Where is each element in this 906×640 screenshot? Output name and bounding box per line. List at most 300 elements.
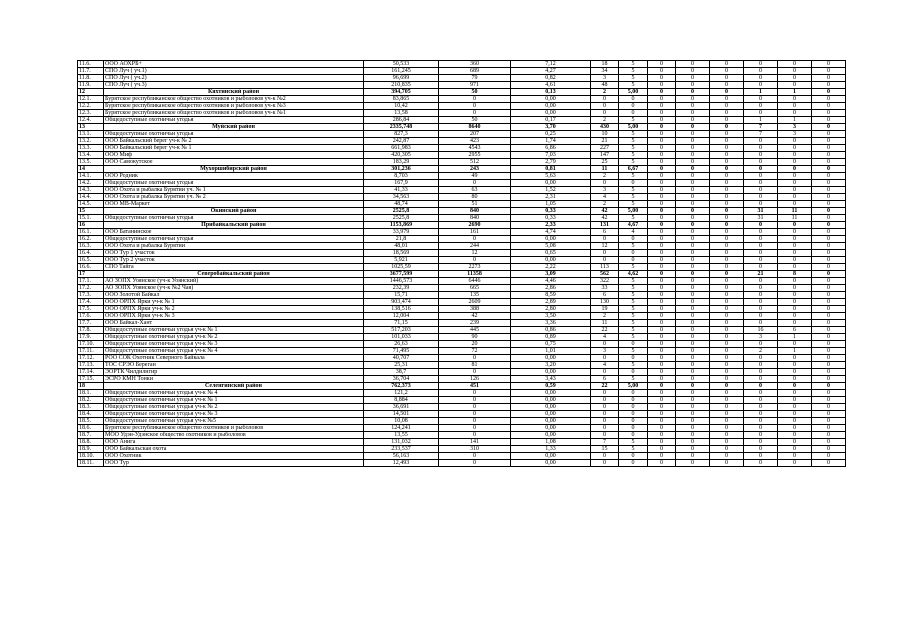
value-cell: 0 (676, 334, 710, 341)
value-cell: 0 (778, 61, 812, 68)
value-cell: 7,12 (511, 61, 591, 68)
value-cell: 0 (778, 201, 812, 208)
value-cell: 207 (439, 131, 511, 138)
name-cell: Общедоступные охотничьи угодья (104, 236, 364, 243)
value-cell: 0 (648, 187, 676, 194)
value-cell: 34 (591, 68, 619, 75)
row-number-cell: 17.12. (78, 355, 104, 362)
value-cell: 0,00 (511, 404, 591, 411)
value-cell: 50 (439, 89, 511, 96)
value-cell: 0 (812, 152, 846, 159)
value-cell: 0 (676, 306, 710, 313)
value-cell: 0 (710, 397, 744, 404)
value-cell: 0 (744, 446, 778, 453)
value-cell: 0 (619, 369, 648, 376)
value-cell: 0 (812, 138, 846, 145)
value-cell: 0,00 (511, 390, 591, 397)
value-cell: 121,2 (364, 390, 439, 397)
value-cell: 0 (812, 404, 846, 411)
row-number-cell: 18.6. (78, 425, 104, 432)
value-cell: 0,75 (511, 341, 591, 348)
value-cell: 5 (619, 152, 648, 159)
value-cell: 18,569 (364, 250, 439, 257)
value-cell: 0 (648, 208, 676, 215)
value-cell: 5 (619, 159, 648, 166)
value-cell: 0 (676, 285, 710, 292)
name-cell: ООО Самокутское (104, 159, 364, 166)
value-cell: 0 (812, 369, 846, 376)
name-cell: Общедоступные охотничьи угодья (104, 215, 364, 222)
value-cell: 0 (710, 390, 744, 397)
value-cell: 42 (439, 313, 511, 320)
value-cell: 4 (619, 229, 648, 236)
value-cell: 0 (676, 411, 710, 418)
value-cell: 0 (676, 173, 710, 180)
value-cell: 0 (710, 82, 744, 89)
value-cell: 0 (744, 236, 778, 243)
value-cell: 0 (676, 376, 710, 383)
district-total-row (78, 208, 846, 215)
value-cell: 286,84 (364, 117, 439, 124)
table-body (78, 61, 846, 467)
value-cell: 0 (778, 285, 812, 292)
value-cell: 0 (812, 103, 846, 110)
value-cell: 22 (591, 383, 619, 390)
value-cell: 0 (710, 285, 744, 292)
value-cell: 0 (812, 271, 846, 278)
name-cell: ООО Охотник (104, 453, 364, 460)
value-cell: 5 (619, 82, 648, 89)
name-cell: Общедоступные охотничьи угодья (104, 117, 364, 124)
value-cell: 3 (591, 187, 619, 194)
value-cell: 1446,573 (364, 278, 439, 285)
value-cell: 0 (676, 383, 710, 390)
value-cell: 0 (710, 320, 744, 327)
name-cell: ООО ОРПХ Ярки уч-к № 3 (104, 313, 364, 320)
value-cell: 0 (778, 82, 812, 89)
value-cell: 0 (710, 131, 744, 138)
value-cell: 0 (710, 68, 744, 75)
row-number-cell: 12.1. (78, 96, 104, 103)
value-cell: 0,59 (511, 383, 591, 390)
value-cell: 394,705 (364, 89, 439, 96)
value-cell: 0,33 (511, 215, 591, 222)
value-cell: 5 (619, 117, 648, 124)
value-cell: 0 (778, 390, 812, 397)
value-cell: 517,203 (364, 327, 439, 334)
value-cell: 0 (744, 285, 778, 292)
value-cell: 0 (676, 460, 710, 467)
value-cell: 34,563 (364, 194, 439, 201)
value-cell: 15 (591, 446, 619, 453)
value-cell: 1025,59 (364, 264, 439, 271)
value-cell: 0 (710, 124, 744, 131)
table-row (78, 355, 846, 362)
value-cell: 5,08 (511, 243, 591, 250)
value-cell: 0 (744, 194, 778, 201)
value-cell: 322 (591, 278, 619, 285)
value-cell: 0 (778, 264, 812, 271)
table-row (78, 131, 846, 138)
row-number-cell: 15.1. (78, 215, 104, 222)
value-cell: 0,00 (511, 369, 591, 376)
value-cell: 0 (710, 152, 744, 159)
value-cell: 840 (439, 208, 511, 215)
value-cell: 0 (710, 208, 744, 215)
value-cell: 0 (676, 103, 710, 110)
value-cell: 0 (439, 397, 511, 404)
value-cell: 0 (676, 418, 710, 425)
value-cell: 0 (676, 432, 710, 439)
value-cell: 0 (439, 460, 511, 467)
value-cell: 15,71 (364, 292, 439, 299)
value-cell: 0 (710, 201, 744, 208)
name-cell: Прибайкальский район (104, 222, 364, 229)
value-cell: 0 (812, 278, 846, 285)
value-cell: 0 (676, 75, 710, 82)
value-cell: 0 (812, 124, 846, 131)
table-row (78, 418, 846, 425)
value-cell: 665 (439, 285, 511, 292)
name-cell: Общедоступные охотничьи угодья уч-к № 2 (104, 334, 364, 341)
row-number-cell: 16.3. (78, 243, 104, 250)
value-cell: 0 (676, 341, 710, 348)
value-cell: 0 (744, 453, 778, 460)
value-cell: 0 (591, 425, 619, 432)
value-cell: 0 (778, 446, 812, 453)
value-cell: 0 (710, 236, 744, 243)
value-cell: 31 (744, 215, 778, 222)
value-cell: 4,61 (511, 82, 591, 89)
value-cell: 1 (744, 89, 778, 96)
name-cell: Бурятское республиканское общество охотников и рыболовов уч-к №1 (104, 110, 364, 117)
value-cell: 0 (676, 152, 710, 159)
row-number-cell: 15 (78, 208, 104, 215)
value-cell: 0 (648, 243, 676, 250)
value-cell: 0 (812, 418, 846, 425)
value-cell: 0 (619, 341, 648, 348)
row-number-cell: 17.4. (78, 299, 104, 306)
row-number-cell: 17.13. (78, 362, 104, 369)
name-cell: ООО ОРПХ Ярки уч-к № 1 (104, 299, 364, 306)
value-cell: 5 (619, 306, 648, 313)
name-cell: СПО Тайга (104, 264, 364, 271)
value-cell: 0 (648, 334, 676, 341)
value-cell: 0 (778, 418, 812, 425)
value-cell: 0 (439, 236, 511, 243)
value-cell: 0,00 (511, 96, 591, 103)
value-cell: 0 (812, 145, 846, 152)
value-cell: 2 (591, 201, 619, 208)
value-cell: 0,33 (511, 208, 591, 215)
value-cell: 0 (812, 425, 846, 432)
value-cell: 3,20 (511, 362, 591, 369)
value-cell: 4,46 (511, 278, 591, 285)
value-cell: 1 (744, 117, 778, 124)
value-cell: 0 (744, 418, 778, 425)
table-row (78, 313, 846, 320)
value-cell: 5,63 (511, 173, 591, 180)
value-cell: 0 (676, 299, 710, 306)
value-cell: 4,27 (511, 68, 591, 75)
value-cell: 5,921 (364, 257, 439, 264)
value-cell: 301,236 (364, 166, 439, 173)
value-cell: 81 (439, 362, 511, 369)
value-cell: 0 (812, 208, 846, 215)
value-cell: 0 (676, 89, 710, 96)
value-cell: 0 (676, 187, 710, 194)
value-cell: 0 (744, 439, 778, 446)
value-cell: 0 (648, 411, 676, 418)
value-cell: 0 (648, 124, 676, 131)
value-cell: 0 (812, 68, 846, 75)
table-row (78, 292, 846, 299)
value-cell: 0 (744, 61, 778, 68)
value-cell: 0 (778, 96, 812, 103)
row-number-cell: 13.5. (78, 159, 104, 166)
value-cell: 244 (439, 243, 511, 250)
value-cell: 0 (619, 432, 648, 439)
value-cell: 0 (778, 425, 812, 432)
name-cell: ООО Байкальский берег уч-к № 1 (104, 145, 364, 152)
value-cell: 0 (648, 453, 676, 460)
value-cell: 2955 (439, 152, 511, 159)
table-row (78, 404, 846, 411)
row-number-cell: 17.14. (78, 369, 104, 376)
name-cell: Бурятское республиканское общество охотников и рыболовов (104, 425, 364, 432)
value-cell: 0 (676, 236, 710, 243)
value-cell: 12,004 (364, 313, 439, 320)
value-cell: 141 (439, 439, 511, 446)
value-cell: 0 (744, 110, 778, 117)
value-cell: 0 (439, 257, 511, 264)
name-cell: Кяхтинский район (104, 89, 364, 96)
value-cell: 0 (778, 229, 812, 236)
value-cell: 420,305 (364, 152, 439, 159)
name-cell: ООО ОРПХ Ярки уч-к № 2 (104, 306, 364, 313)
row-number-cell: 12.4. (78, 117, 104, 124)
value-cell: 0 (619, 390, 648, 397)
value-cell: 7 (591, 439, 619, 446)
value-cell: 0 (744, 96, 778, 103)
value-cell: 0 (439, 404, 511, 411)
value-cell: 2,86 (511, 285, 591, 292)
value-cell: 0 (676, 320, 710, 327)
value-cell: 79 (439, 75, 511, 82)
row-number-cell: 18 (78, 383, 104, 390)
value-cell: 0 (676, 110, 710, 117)
value-cell: 0 (778, 222, 812, 229)
value-cell: 0 (812, 348, 846, 355)
table-row (78, 453, 846, 460)
value-cell: 0 (778, 187, 812, 194)
value-cell: 0 (812, 250, 846, 257)
value-cell: 2 (744, 348, 778, 355)
value-cell: 0 (710, 348, 744, 355)
value-cell: 0 (648, 313, 676, 320)
value-cell: 0,00 (511, 236, 591, 243)
table-row (78, 61, 846, 68)
value-cell: 4 (591, 194, 619, 201)
value-cell: 0 (744, 306, 778, 313)
value-cell: 0 (710, 313, 744, 320)
row-number-cell: 18.2. (78, 397, 104, 404)
value-cell: 0 (619, 411, 648, 418)
value-cell: 0 (439, 355, 511, 362)
value-cell: 167,9 (364, 180, 439, 187)
value-cell: 0 (648, 229, 676, 236)
row-number-cell: 14.3. (78, 187, 104, 194)
value-cell: 0 (648, 110, 676, 117)
value-cell: 840 (439, 215, 511, 222)
value-cell: 5 (619, 320, 648, 327)
value-cell: 0 (744, 229, 778, 236)
name-cell: МОО Удэн-Удэнское общество охотников и рыболовов (104, 432, 364, 439)
value-cell: 6 (591, 229, 619, 236)
value-cell: 130 (591, 299, 619, 306)
value-cell: 0 (676, 355, 710, 362)
row-number-cell: 13 (78, 124, 104, 131)
value-cell: 0 (778, 145, 812, 152)
table-row (78, 229, 846, 236)
value-cell: 0 (710, 355, 744, 362)
value-cell: 5 (619, 439, 648, 446)
value-cell: 0 (676, 250, 710, 257)
value-cell: 19 (591, 306, 619, 313)
value-cell: 5 (619, 75, 648, 82)
value-cell: 0 (648, 236, 676, 243)
value-cell: 0 (710, 89, 744, 96)
value-cell: 0 (710, 306, 744, 313)
value-cell: 5 (619, 446, 648, 453)
value-cell: 4,62 (619, 271, 648, 278)
value-cell: 0 (439, 110, 511, 117)
name-cell: СПО Луч ( уч.1) (104, 68, 364, 75)
name-cell: ООО Байкальская охота (104, 446, 364, 453)
row-number-cell: 18.10. (78, 453, 104, 460)
value-cell: 5 (619, 264, 648, 271)
value-cell: 0 (676, 215, 710, 222)
row-number-cell: 17 (78, 271, 104, 278)
value-cell: 7 (744, 131, 778, 138)
value-cell: 5 (619, 201, 648, 208)
value-cell: 0 (778, 439, 812, 446)
hunting-grounds-table (77, 60, 846, 467)
value-cell: 0 (744, 432, 778, 439)
table-row (78, 110, 846, 117)
name-cell: ЭОРТК Чилдилнгир (104, 369, 364, 376)
value-cell: 0 (648, 271, 676, 278)
value-cell: 239 (439, 320, 511, 327)
value-cell: 21 (744, 271, 778, 278)
table-row (78, 362, 846, 369)
name-cell: Бурятское республиканское общество охотников и рыболовов уч-к №2 (104, 96, 364, 103)
value-cell: 8,59 (511, 292, 591, 299)
value-cell: 0 (676, 159, 710, 166)
value-cell: 0 (710, 418, 744, 425)
value-cell: 0 (744, 355, 778, 362)
value-cell: 4 (591, 334, 619, 341)
value-cell: 0 (591, 418, 619, 425)
value-cell: 5 (619, 376, 648, 383)
value-cell: 0 (812, 194, 846, 201)
value-cell: 0 (648, 75, 676, 82)
value-cell: 430 (591, 124, 619, 131)
value-cell: 6446 (439, 278, 511, 285)
value-cell: 6,86 (511, 145, 591, 152)
table-row (78, 201, 846, 208)
value-cell: 0 (591, 250, 619, 257)
value-cell: 0 (812, 285, 846, 292)
value-cell: 0 (778, 383, 812, 390)
row-number-cell: 18.1. (78, 390, 104, 397)
name-cell: Общедоступные охотничьи угодья уч-к № 2 (104, 404, 364, 411)
value-cell: 0 (812, 236, 846, 243)
value-cell: 0 (676, 243, 710, 250)
value-cell: 0 (812, 327, 846, 334)
name-cell: ООО Золотой Байкал (104, 292, 364, 299)
value-cell: 0 (710, 215, 744, 222)
value-cell: 762,373 (364, 383, 439, 390)
value-cell: 512 (439, 159, 511, 166)
value-cell: 0 (778, 313, 812, 320)
value-cell: 0 (439, 180, 511, 187)
value-cell: 2 (591, 117, 619, 124)
value-cell: 0,65 (511, 250, 591, 257)
value-cell: 0 (710, 117, 744, 124)
value-cell: 0 (648, 390, 676, 397)
value-cell: 0 (676, 292, 710, 299)
table-row (78, 432, 846, 439)
value-cell: 0 (648, 145, 676, 152)
value-cell: 0,17 (511, 117, 591, 124)
value-cell: 0 (676, 404, 710, 411)
value-cell: 0 (676, 264, 710, 271)
value-cell: 0 (744, 397, 778, 404)
value-cell: 80 (439, 194, 511, 201)
value-cell: 0 (648, 257, 676, 264)
value-cell: 0 (812, 292, 846, 299)
value-cell: 0 (812, 75, 846, 82)
value-cell: 101,033 (364, 334, 439, 341)
value-cell: 0 (744, 166, 778, 173)
value-cell: 0 (676, 61, 710, 68)
value-cell: 689 (439, 68, 511, 75)
value-cell: 0 (676, 166, 710, 173)
value-cell: 0 (439, 411, 511, 418)
value-cell: 0 (812, 173, 846, 180)
value-cell: 451 (439, 383, 511, 390)
value-cell: 0 (812, 229, 846, 236)
value-cell: 0 (648, 117, 676, 124)
name-cell: Общедоступные охотничьи угодья (104, 131, 364, 138)
value-cell: 51 (439, 201, 511, 208)
value-cell: 5 (619, 145, 648, 152)
value-cell: 0 (812, 313, 846, 320)
name-cell: ООО Байкал-Хант (104, 320, 364, 327)
value-cell: 0 (744, 404, 778, 411)
row-number-cell: 17.15. (78, 376, 104, 383)
value-cell: 0 (619, 355, 648, 362)
value-cell: 0 (591, 236, 619, 243)
value-cell: 0,89 (511, 334, 591, 341)
value-cell: 0 (591, 103, 619, 110)
value-cell: 8,703 (364, 173, 439, 180)
value-cell: 5 (619, 334, 648, 341)
row-number-cell: 14.2. (78, 180, 104, 187)
value-cell: 71,495 (364, 348, 439, 355)
value-cell: 0 (812, 299, 846, 306)
